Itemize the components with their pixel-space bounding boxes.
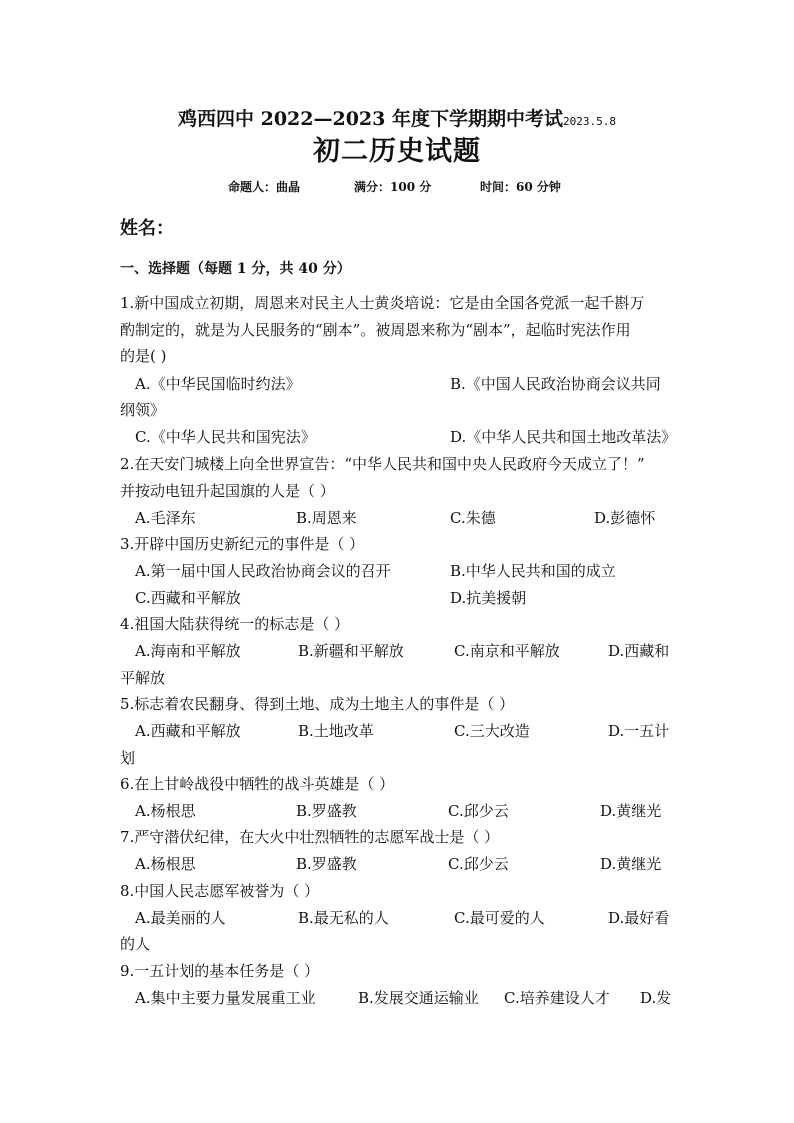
question-8-line-1: 8.中国人民志愿军被誉为（ ） <box>120 882 320 900</box>
question-2-line-2: 并按动电钮升起国旗的人是（ ） <box>120 482 335 500</box>
question-7-option-b: B.罗盛教 <box>296 855 357 873</box>
question-8-option-b: B.最无私的人 <box>298 909 389 927</box>
question-7-option-a: A.杨根思 <box>135 855 196 873</box>
section-title: 一、选择题（每题 1 分，共 40 分） <box>120 261 351 277</box>
question-2-option-c: C.朱德 <box>450 509 496 527</box>
question-8-option-a: A.最美丽的人 <box>135 909 226 927</box>
question-3-option-b: B.中华人民共和国的成立 <box>450 562 616 580</box>
question-5-option-b: B.土地改革 <box>298 722 374 740</box>
question-8-option-d-cont: 的人 <box>120 935 151 953</box>
exam-title <box>0 104 794 131</box>
question-1-line-3: 的是( ) <box>120 347 167 365</box>
question-6-option-d: D.黄继光 <box>600 802 662 820</box>
question-2-line-1: 2.在天安门城楼上向全世界宣告：“中华人民共和国中央人民政府今天成立了！” <box>120 455 645 473</box>
question-6-line-1: 6.在上甘岭战役中牺牲的战斗英雄是（ ） <box>120 775 395 793</box>
question-6-option-c: C.邱少云 <box>448 802 509 820</box>
question-1-option-d: D.《中华人民共和国土地改革法》 <box>450 428 677 446</box>
question-3-line-1: 3.开辟中国历史新纪元的事件是（ ） <box>120 535 365 553</box>
question-9-option-c: C.培养建设人才 <box>504 989 610 1007</box>
question-5-option-c: C.三大改造 <box>454 722 530 740</box>
question-1-option-a: A.《中华民国临时约法》 <box>135 375 301 393</box>
question-8-option-d: D.最好看 <box>608 909 670 927</box>
question-6-option-b: B.罗盛教 <box>296 802 357 820</box>
question-1-option-c: C.《中华人民共和国宪法》 <box>135 428 316 446</box>
question-8-option-c: C.最可爱的人 <box>454 909 545 927</box>
question-4-option-d-cont: 平解放 <box>120 669 166 687</box>
author-label: 命题人：曲晶 <box>228 180 301 194</box>
time-label: 时间：60 分钟 <box>480 180 561 194</box>
question-3-option-c: C.西藏和平解放 <box>135 589 241 607</box>
question-5-option-d: D.一五计 <box>608 722 670 740</box>
exam-subtitle: 初二历史试题 <box>313 136 481 167</box>
question-2-option-b: B.周恩来 <box>296 509 357 527</box>
question-3-option-a: A.第一届中国人民政治协商会议的召开 <box>135 562 391 580</box>
question-5-option-d-cont: 划 <box>120 749 136 767</box>
exam-date: 2023.5.8 <box>563 115 616 128</box>
question-4-option-a: A.海南和平解放 <box>135 642 241 660</box>
question-7-option-d: D.黄继光 <box>600 855 662 873</box>
question-9-line-1: 9.一五计划的基本任务是（ ） <box>120 962 320 980</box>
question-5-option-a: A.西藏和平解放 <box>135 722 241 740</box>
question-1-option-b-cont: 纲领》 <box>120 401 166 419</box>
question-2-option-d: D.彭德怀 <box>594 509 656 527</box>
question-9-option-b: B.发展交通运输业 <box>358 989 479 1007</box>
question-5-line-1: 5.标志着农民翻身、得到土地、成为土地主人的事件是（ ） <box>120 695 515 713</box>
student-name-label: 姓名： <box>120 218 174 239</box>
question-9-option-a: A.集中主要力量发展重工业 <box>135 989 316 1007</box>
question-3-option-d: D.抗美援朝 <box>450 589 527 607</box>
question-2-option-a: A.毛泽东 <box>135 509 196 527</box>
question-1-line-2: 酌制定的，就是为人民服务的“剧本”。被周恩来称为“剧本”，起临时宪法作用 <box>120 321 631 339</box>
question-4-option-c: C.南京和平解放 <box>454 642 560 660</box>
question-6-option-a: A.杨根思 <box>135 802 196 820</box>
question-1-option-b: B.《中国人民政治协商会议共同 <box>450 375 661 393</box>
question-7-line-1: 7.严守潜伏纪律，在大火中壮烈牺牲的志愿军战士是（ ） <box>120 828 500 846</box>
question-4-option-b: B.新疆和平解放 <box>298 642 404 660</box>
question-1-line-1: 1.新中国成立初期，周恩来对民主人士黄炎培说：它是由全国各党派一起千斟万 <box>120 294 645 312</box>
question-4-line-1: 4.祖国大陆获得统一的标志是（ ） <box>120 615 350 633</box>
question-7-option-c: C.邱少云 <box>448 855 509 873</box>
question-9-option-d: D.发 <box>640 989 672 1007</box>
exam-title-main: 鸡西四中 2022—2023 年度下学期期中考试 <box>178 108 563 130</box>
question-4-option-d: D.西藏和 <box>608 642 670 660</box>
score-label: 满分：100 分 <box>354 180 432 194</box>
